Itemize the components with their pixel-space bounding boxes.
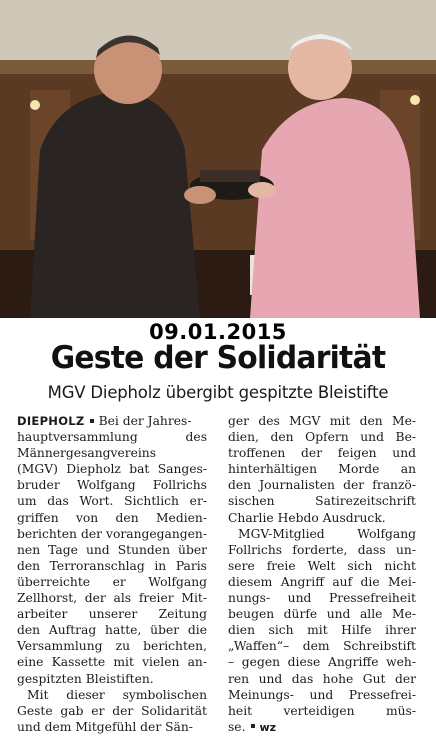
article-subheadline: MGV Diepholz übergibt gespitzte Bleistifte xyxy=(47,383,389,402)
text-line: überreichte er Wolfgang xyxy=(17,574,207,589)
text-line: arbeiter unserer Zeitung xyxy=(17,607,207,622)
text-line: – gegen diese Angriffe weh- xyxy=(228,655,416,670)
text-line: sischen Satirezeitschrift xyxy=(228,494,416,509)
text-line: gespitzten Bleistiften. xyxy=(17,671,154,686)
article-headline: Geste der Solidarität xyxy=(50,340,386,376)
photo-illustration xyxy=(0,0,436,318)
text-line: den Auftrag hatte, über die xyxy=(17,623,207,638)
text-line: den Terroranschlag in Paris xyxy=(17,558,207,573)
text-line: Geste gab er der Solidarität xyxy=(17,703,207,718)
article-column-right xyxy=(228,413,416,735)
text-line: ger des MGV mit den Me- xyxy=(228,414,416,428)
dateline-place: DIEPHOLZ xyxy=(17,414,85,428)
text-line: ren und das hohe Gut der xyxy=(228,671,416,686)
text-line: (MGV) Diepholz bat Sanges- xyxy=(17,462,207,477)
text-line: und dem Mitgefühl der Sän- xyxy=(17,719,193,734)
text-line: Mit dieser symbolischen xyxy=(27,687,207,702)
text-line xyxy=(17,413,207,429)
text-line: Charlie Hebdo Ausdruck. xyxy=(228,510,386,525)
text-line xyxy=(228,719,416,735)
article-photo xyxy=(0,0,436,318)
text-line: troffenen der feigen und xyxy=(228,446,416,461)
text-line: um das Wort. Sichtlich er- xyxy=(17,494,207,509)
text-line: hauptversammlung des xyxy=(17,430,207,445)
text-line: Zellhorst, der als freier Mit- xyxy=(17,591,207,606)
separator-bullet xyxy=(251,724,255,728)
text-line: Meinungs- und Pressefrei- xyxy=(228,687,416,702)
text-line: diesem Angriff auf die Mei- xyxy=(228,574,416,589)
text-line: „Waffen“– dem Schreibstift xyxy=(228,639,416,654)
text-fragment: se. xyxy=(228,719,246,734)
text-line: berichten der vorangegangen- xyxy=(17,526,207,541)
text-line: Follrichs forderte, dass un- xyxy=(228,542,416,557)
text-line: Versammlung zu berichten, xyxy=(17,639,207,654)
article-column-left xyxy=(17,413,207,735)
text-line: nen Tage und Stunden über xyxy=(17,542,207,557)
text-fragment: Bei der Jahres- xyxy=(98,414,192,428)
text-line: sere freie Welt sich nicht xyxy=(228,558,416,573)
text-line: nungs- und Pressefreiheit xyxy=(228,591,416,606)
text-line: hinterhältigen Morde an xyxy=(228,462,416,477)
text-line: bruder Wolfgang Follrichs xyxy=(17,478,207,493)
author-initials: wz xyxy=(259,720,277,734)
separator-bullet xyxy=(90,419,94,423)
text-line: heit verteidigen müs- xyxy=(228,703,416,718)
text-line: MGV-Mitglied Wolfgang xyxy=(238,526,416,541)
text-line: dien, den Opfern und Be- xyxy=(228,430,416,445)
text-line: dien sich mit Hilfe ihrer xyxy=(228,623,416,638)
text-line: eine Kassette mit vielen an- xyxy=(17,655,207,670)
article-date: 09.01.2015 xyxy=(149,320,287,344)
text-line: beugen dürfe und alle Me- xyxy=(228,607,416,622)
text-line: den Journalisten der franzö- xyxy=(228,478,416,493)
text-line: griffen von den Medien- xyxy=(17,510,207,525)
text-line: Männergesangvereins xyxy=(17,446,157,461)
